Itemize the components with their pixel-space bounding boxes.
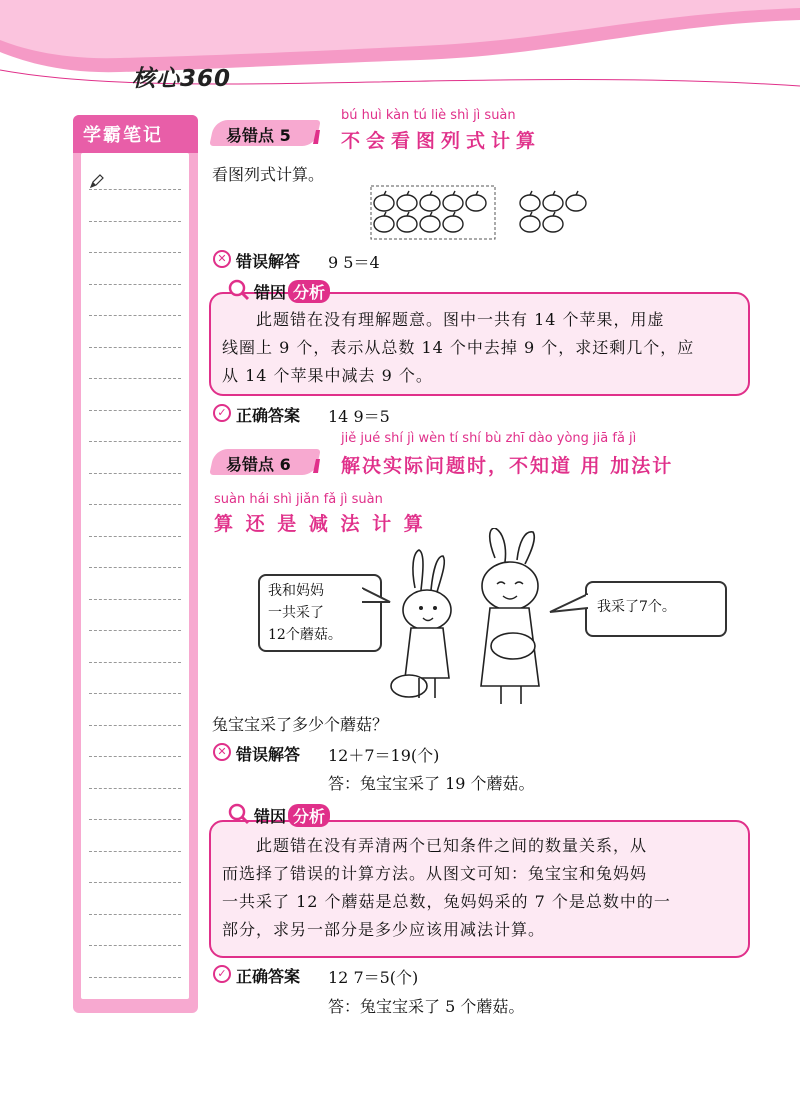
speech-bubble-right bbox=[585, 581, 727, 637]
right-label-5: 正确答案 bbox=[236, 406, 301, 425]
note-line bbox=[89, 819, 181, 820]
note-line bbox=[89, 945, 181, 946]
analysis-line: 而选择了错误的计算方法。从图文可知：兔宝宝和兔妈妈 bbox=[222, 864, 648, 883]
note-line bbox=[89, 977, 181, 978]
heading-5: 不会看图列式计算 bbox=[341, 130, 542, 152]
pointer-icon bbox=[310, 455, 324, 475]
apple-icon bbox=[443, 212, 463, 232]
wrong-label-6: 错误解答 bbox=[236, 745, 301, 764]
note-line bbox=[89, 473, 181, 474]
analysis-text-6 bbox=[222, 832, 671, 944]
note-line bbox=[89, 914, 181, 915]
note-line bbox=[89, 221, 181, 222]
note-line bbox=[89, 284, 181, 285]
note-line bbox=[89, 662, 181, 663]
note-line bbox=[89, 410, 181, 411]
wrong-reply-6: 答：兔宝宝采了 19 个蘑菇。 bbox=[328, 774, 535, 793]
sidebar-title: 学霸笔记 bbox=[83, 125, 163, 146]
analysis-line: 此题错在没有弄清两个已知条件之间的数量关系，从 bbox=[256, 836, 648, 855]
analysis-tag: 分析 bbox=[288, 280, 330, 303]
analysis-line: 线圈上 9 个，表示从总数 14 个中去掉 9 个，求还剩几个，应 bbox=[222, 338, 695, 357]
notes-sidebar bbox=[73, 115, 198, 1013]
wrong-answer-6: 12＋7＝19(个) bbox=[328, 746, 440, 765]
apple-icon bbox=[420, 212, 440, 232]
analysis-title-5 bbox=[254, 280, 330, 303]
note-line bbox=[89, 347, 181, 348]
notes-paper bbox=[81, 153, 189, 999]
analysis-title-text: 错因 bbox=[254, 807, 287, 826]
apple-icon bbox=[374, 191, 394, 211]
apple-icon bbox=[443, 191, 463, 211]
apple-icon bbox=[466, 191, 486, 211]
prompt-5: 看图列式计算。 bbox=[212, 165, 325, 184]
note-line bbox=[89, 441, 181, 442]
analysis-line: 部分，求另一部分是多少应该用减法计算。 bbox=[222, 920, 546, 939]
heading-6a: 解决实际问题时，不知道 用 加法计 bbox=[341, 455, 674, 477]
apple-icon bbox=[397, 191, 417, 211]
note-line bbox=[89, 315, 181, 316]
note-line bbox=[89, 851, 181, 852]
question-6: 兔宝宝采了多少个蘑菇？ bbox=[212, 715, 389, 734]
right-label-6: 正确答案 bbox=[236, 967, 301, 986]
header-band bbox=[0, 0, 800, 110]
note-line bbox=[89, 567, 181, 568]
pencil-icon bbox=[89, 173, 105, 189]
note-line bbox=[89, 630, 181, 631]
note-line bbox=[89, 252, 181, 253]
pointer-icon bbox=[310, 126, 324, 146]
apple-icon bbox=[520, 191, 540, 211]
rabbits-illustration bbox=[385, 528, 555, 708]
analysis-title-text: 错因 bbox=[254, 283, 287, 302]
sidebar-header bbox=[73, 115, 198, 153]
right-reply-6: 答：兔宝宝采了 5 个蘑菇。 bbox=[328, 997, 525, 1016]
note-line bbox=[89, 756, 181, 757]
analysis-line: 此题错在没有理解题意。图中一共有 14 个苹果，用虚 bbox=[256, 310, 665, 329]
magnifier-icon bbox=[228, 279, 250, 301]
note-line bbox=[89, 599, 181, 600]
heading-6b: 算 还 是 减 法 计 算 bbox=[214, 513, 426, 535]
apple-icon bbox=[566, 191, 586, 211]
correct-icon: ✓ bbox=[213, 404, 231, 422]
note-line bbox=[89, 882, 181, 883]
pinyin-6b: suàn hái shì jiǎn fǎ jì suàn bbox=[214, 492, 383, 507]
note-line bbox=[89, 378, 181, 379]
magnifier-icon bbox=[228, 803, 250, 825]
note-line bbox=[89, 693, 181, 694]
correct-icon: ✓ bbox=[213, 965, 231, 983]
analysis-title-6 bbox=[254, 804, 330, 827]
analysis-line: 从 14 个苹果中减去 9 个。 bbox=[222, 366, 433, 385]
error-point-5-badge: 易错点 5 bbox=[226, 126, 291, 145]
analysis-text-5 bbox=[222, 306, 694, 390]
apple-icon bbox=[520, 212, 540, 232]
note-line bbox=[89, 536, 181, 537]
right-answer-5: 14 9＝5 bbox=[328, 407, 390, 426]
note-line bbox=[89, 725, 181, 726]
apple-icon bbox=[543, 191, 563, 211]
note-line bbox=[89, 788, 181, 789]
error-point-6-badge: 易错点 6 bbox=[226, 455, 291, 474]
wrong-icon: ✕ bbox=[213, 250, 231, 268]
pinyin-6a: jiě jué shí jì wèn tí shí bù zhī dào yòng jiā fǎ jì bbox=[341, 431, 637, 446]
wrong-label-5: 错误解答 bbox=[236, 252, 301, 271]
right-answer-6: 12 7＝5(个) bbox=[328, 968, 419, 987]
pinyin-5: bú huì kàn tú liè shì jì suàn bbox=[341, 108, 516, 123]
note-line bbox=[89, 504, 181, 505]
apple-icon bbox=[543, 212, 563, 232]
wrong-answer-5: 9 5＝4 bbox=[328, 253, 380, 272]
bubble-line: 我采了7个。 bbox=[597, 599, 676, 615]
note-line bbox=[89, 189, 181, 190]
apple-icon bbox=[374, 212, 394, 232]
bubble-line: 一共采了 bbox=[268, 605, 324, 621]
brand-logo: 核心360 bbox=[132, 66, 232, 92]
apple-icon bbox=[397, 212, 417, 232]
wrong-icon: ✕ bbox=[213, 743, 231, 761]
apples-illustration bbox=[370, 185, 590, 241]
analysis-line: 一共采了 12 个蘑菇是总数，兔妈妈采的 7 个是总数中的一 bbox=[222, 892, 671, 911]
apple-icon bbox=[420, 191, 440, 211]
bubble-line: 我和妈妈 bbox=[268, 583, 324, 599]
bubble-line: 12个蘑菇。 bbox=[268, 627, 342, 643]
analysis-tag: 分析 bbox=[288, 804, 330, 827]
